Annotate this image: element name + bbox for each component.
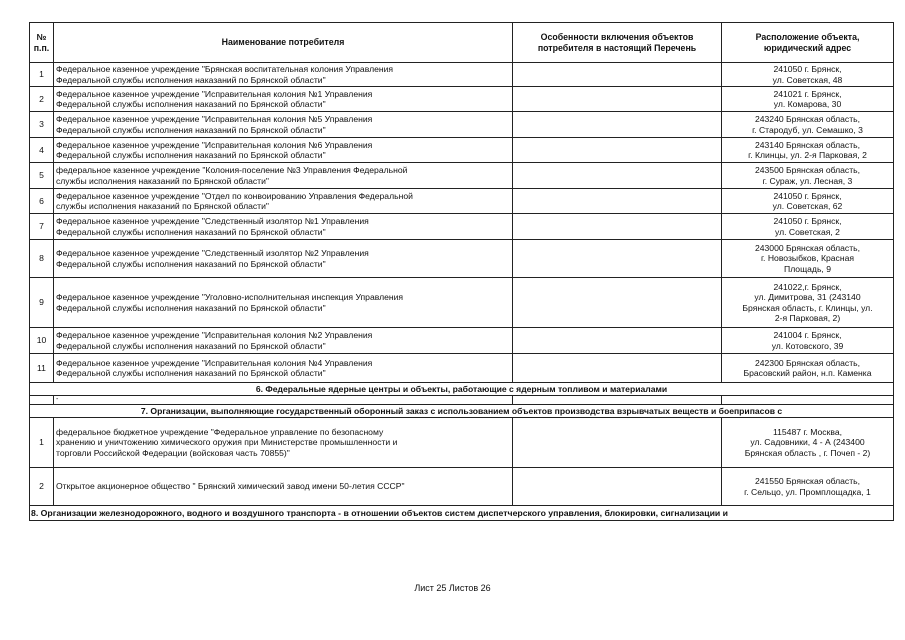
table-row [30, 112, 894, 138]
object-address: 243000 Брянская область, г. Новозыбков, Красная Площадь, 9 [722, 240, 894, 278]
page-footer: Лист 25 Листов 26 [414, 583, 491, 593]
inclusion-features [513, 354, 722, 383]
row-number: 1 [30, 63, 54, 87]
table-body-part1 [30, 63, 894, 383]
row-number: 9 [30, 278, 54, 328]
table-row [30, 189, 894, 214]
section-6-body [30, 383, 894, 418]
dash-num-cell [30, 396, 54, 405]
section-6-title: 6. Федеральные ядерные центры и объекты, работающие с ядерным топливом и материалами [30, 383, 894, 396]
object-address: 241050 г. Брянск, ул. Советская, 48 [722, 63, 894, 87]
inclusion-features [513, 63, 722, 87]
object-address: 241550 Брянская область, г. Сельцо, ул. Промплощадка, 1 [722, 468, 894, 506]
inclusion-features [513, 328, 722, 354]
header-num-text: № п.п. [33, 31, 50, 53]
object-address: 243500 Брянская область, г. Сураж, ул. Лесная, 3 [722, 163, 894, 189]
table-row [30, 328, 894, 354]
row-number: 7 [30, 214, 54, 240]
section-7-title: 7. Организации, выполняющие государственный оборонный заказ с использованием объектов производства взрывчатых веществ и боеприпасов с [30, 405, 894, 418]
inclusion-features [513, 214, 722, 240]
inclusion-features [513, 163, 722, 189]
consumer-name: Федеральное казенное учреждение "Исправительная колония №4 Управления Федеральной службы исполнения наказаний по Брянской области" [54, 354, 513, 383]
dash-cell: - [54, 396, 513, 405]
table-row [30, 354, 894, 383]
row-number: 11 [30, 354, 54, 383]
table-row [30, 240, 894, 278]
section-7-row [30, 405, 894, 418]
object-address: 241022,г. Брянск, ул. Димитрова, 31 (243140 Брянская область, г. Клинцы, ул. 2-я Парковая, 2) [722, 278, 894, 328]
object-address: 241004 г. Брянск, ул. Котовского, 39 [722, 328, 894, 354]
consumer-name: Федеральное казенное учреждение "Следственный изолятор №2 Управления Федеральной службы исполнения наказаний по Брянской области" [54, 240, 513, 278]
row-number: 10 [30, 328, 54, 354]
section-6-row [30, 383, 894, 396]
table-row [30, 163, 894, 189]
consumer-name: Федеральное казенное учреждение "Следственный изолятор №1 Управления Федеральной службы исполнения наказаний по Брянской области" [54, 214, 513, 240]
object-address: 241050 г. Брянск, ул. Советская, 2 [722, 214, 894, 240]
table-row [30, 87, 894, 112]
object-address: 115487 г. Москва, ул. Садовники, 4 - А (243400 Брянская область , г. Почеп - 2) [722, 418, 894, 468]
row-number: 1 [30, 418, 54, 468]
consumer-name: Федеральное казенное учреждение "Брянская воспитательная колония Управления Федеральной службы исполнения наказаний по Брянской области" [54, 63, 513, 87]
table-header-row [30, 23, 894, 63]
consumer-list-table [29, 22, 894, 521]
row-number: 4 [30, 138, 54, 163]
section-8-row [30, 506, 894, 521]
object-address: 242300 Брянская область, Брасовский район, н.п. Каменка [722, 354, 894, 383]
table-row [30, 278, 894, 328]
table-row [30, 214, 894, 240]
row-number: 8 [30, 240, 54, 278]
row-number: 6 [30, 189, 54, 214]
header-num [30, 23, 54, 63]
table-row [30, 63, 894, 87]
table-body-part2 [30, 418, 894, 506]
consumer-name: Федеральное казенное учреждение "Отдел по конвоированию Управления Федеральной службы исполнения наказаний по Брянской области" [54, 189, 513, 214]
dash-address-cell [722, 396, 894, 405]
row-number: 3 [30, 112, 54, 138]
inclusion-features [513, 418, 722, 468]
inclusion-features [513, 468, 722, 506]
header-features-text: Особенности включения объектов потребителя в настоящий Перечень [537, 31, 697, 53]
consumer-name: Федеральное казенное учреждение "Исправительная колония №5 Управления Федеральной службы исполнения наказаний по Брянской области" [54, 112, 513, 138]
row-number: 2 [30, 87, 54, 112]
inclusion-features [513, 138, 722, 163]
inclusion-features [513, 87, 722, 112]
inclusion-features [513, 189, 722, 214]
header-address-text: Расположение объекта, юридический адрес [755, 31, 860, 53]
table-row [30, 468, 894, 506]
section-8-body [30, 506, 894, 521]
consumer-name: Федеральное казенное учреждение "Исправительная колония №1 Управления Федеральной службы исполнения наказаний по Брянской области" [54, 87, 513, 112]
consumer-name: федеральное казенное учреждение "Колония-поселение №3 Управления Федеральной службы исполнения наказаний по Брянской области" [54, 163, 513, 189]
object-address: 243140 Брянская область, г. Клинцы, ул. 2-я Парковая, 2 [722, 138, 894, 163]
row-number: 2 [30, 468, 54, 506]
inclusion-features [513, 240, 722, 278]
consumer-name: федеральное бюджетное учреждение "Федеральное управление по безопасному хранению и уничтожению химического оружия при Министерстве промышленности и торговли Российской Федерации (войсковая часть 70855)" [54, 418, 513, 468]
object-address: 241021 г. Брянск, ул. Комарова, 30 [722, 87, 894, 112]
section-8-title: 8. Организации железнодорожного, водного и воздушного транспорта - в отношении объектов систем диспетчерского управления, блокировки, сигнализации и [30, 506, 894, 521]
section-6-empty-row [30, 396, 894, 405]
consumer-name: Федеральное казенное учреждение "Исправительная колония №2 Управления Федеральной службы исполнения наказаний по Брянской области" [54, 328, 513, 354]
header-features [513, 23, 722, 63]
consumer-name: Федеральное казенное учреждение "Исправительная колония №6 Управления Федеральной службы исполнения наказаний по Брянской области" [54, 138, 513, 163]
object-address: 243240 Брянская область, г. Стародуб, ул. Семашко, 3 [722, 112, 894, 138]
consumer-name: Федеральное казенное учреждение "Уголовно-исполнительная инспекция Управления Федеральной службы исполнения наказаний по Брянской области" [54, 278, 513, 328]
dash-features-cell [513, 396, 722, 405]
consumer-name: Открытое акционерное общество " Брянский химический завод имени 50-летия СССР" [54, 468, 513, 506]
row-number: 5 [30, 163, 54, 189]
inclusion-features [513, 278, 722, 328]
header-address [722, 23, 894, 63]
table-row [30, 418, 894, 468]
table-row [30, 138, 894, 163]
header-name: Наименование потребителя [54, 23, 513, 63]
inclusion-features [513, 112, 722, 138]
object-address: 241050 г. Брянск, ул. Советская, 62 [722, 189, 894, 214]
